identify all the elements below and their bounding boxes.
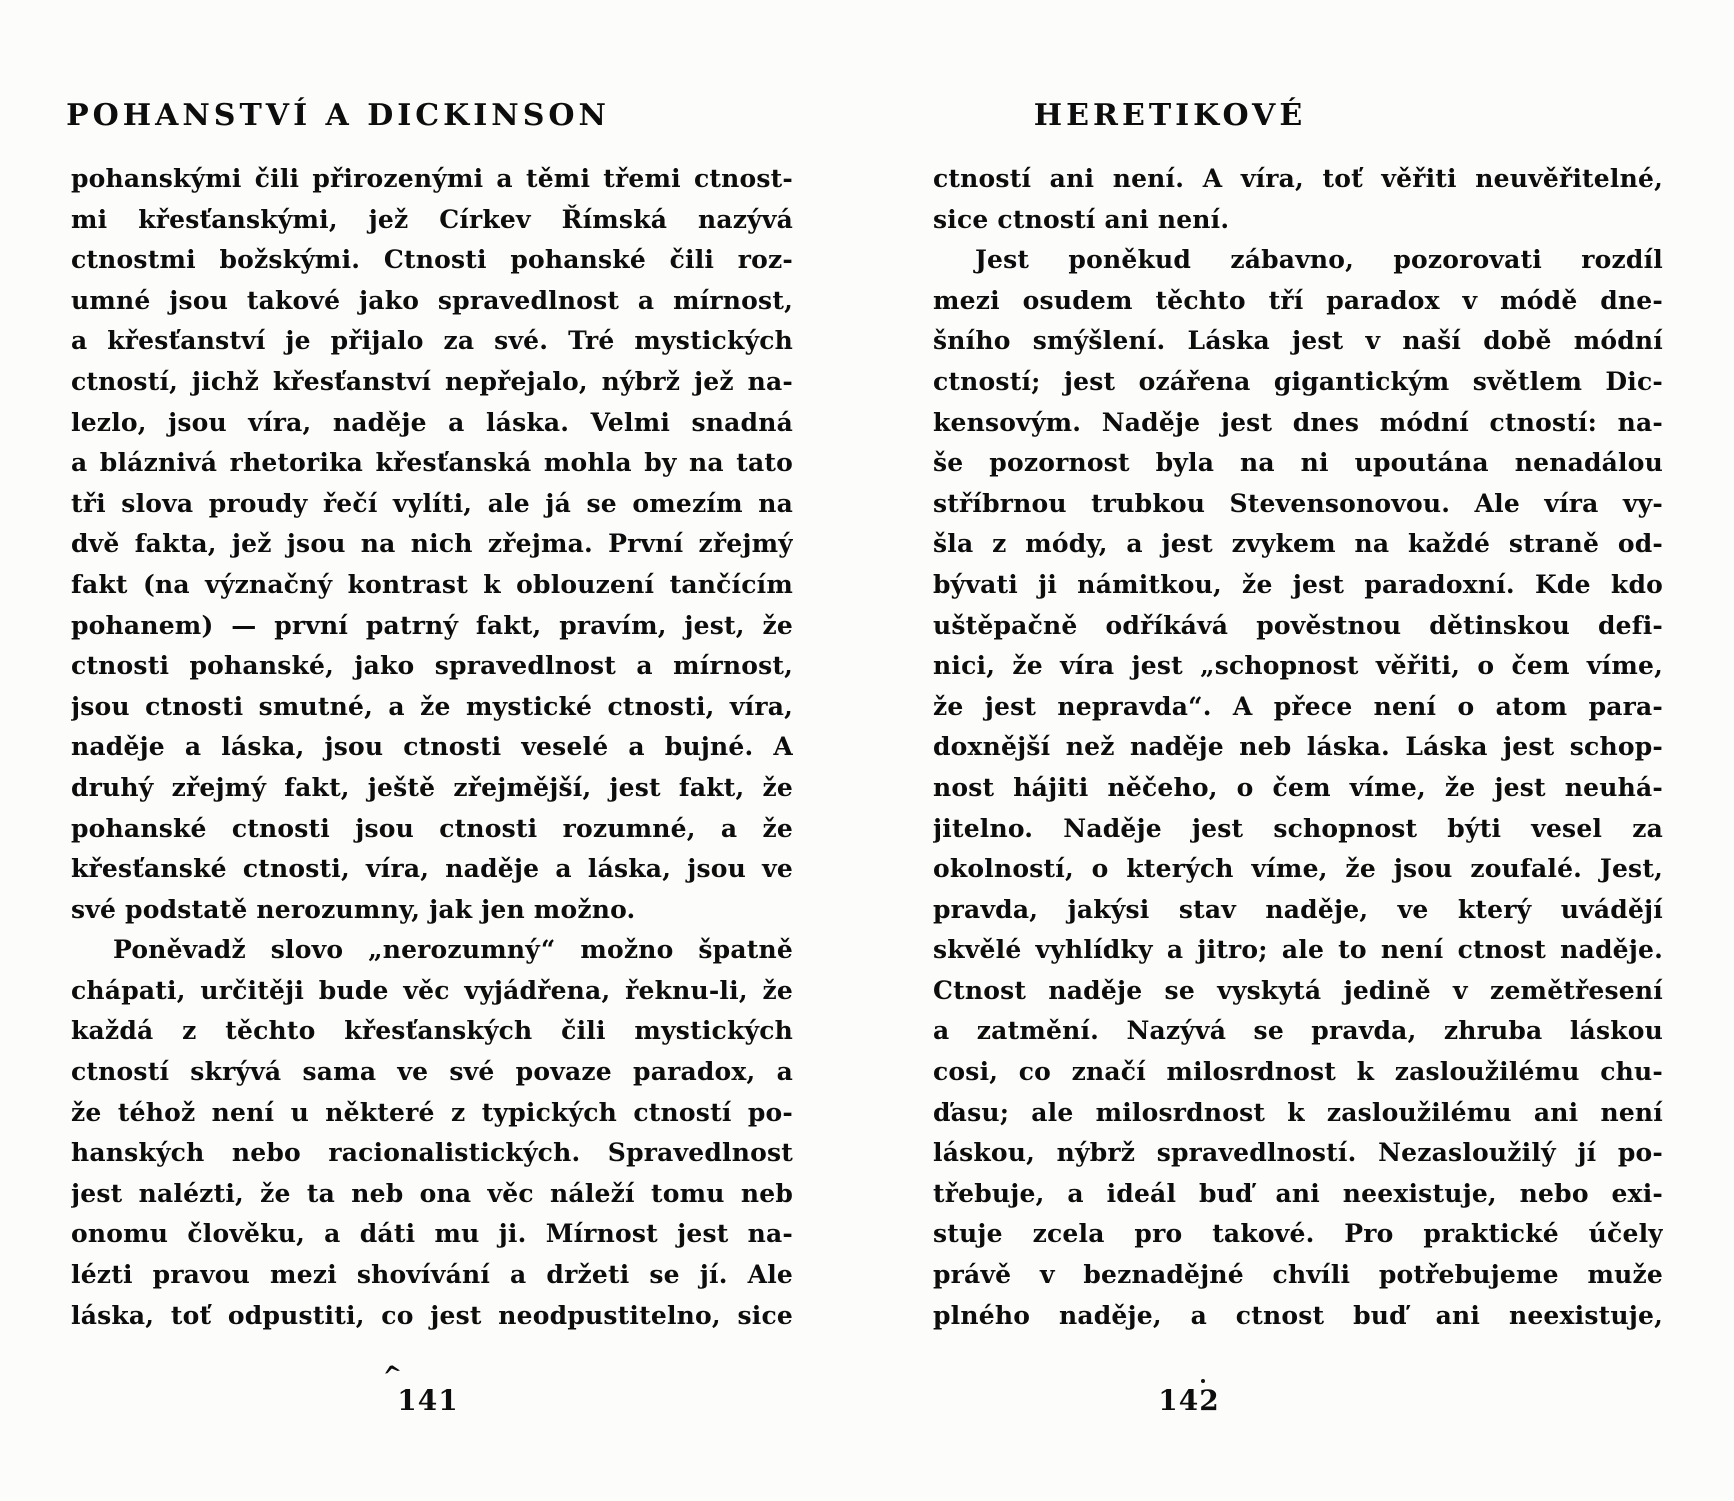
text-line: ctností, jichž křesťanství nepřejalo, nýbrž jež na- [71,366,793,396]
text-line: sice ctností ani není. [933,204,1230,234]
text-line: nost hájiti něčeho, o čem víme, že jest neuhá- [933,772,1663,802]
text-line: jsou ctnosti smutné, a že mystické ctnosti, víra, [71,691,793,721]
text-line: Poněvadž slovo „nerozumný“ možno špatně [113,935,793,965]
text-line: Ctnost naděje se vyskytá jedině v zemětřesení [933,975,1663,1005]
text-line: plného naděje, a ctnost buď ani neexistuje, [933,1300,1663,1330]
text-line: ďasu; ale milosrdnost k zasloužilému ani není [933,1097,1663,1127]
text-line: bývati ji námitkou, že jest paradoxní. Kde kdo [933,569,1663,599]
text-line: šla z módy, a jest zvykem na každé straně od- [933,529,1663,559]
text-line: naděje a láska, jsou ctnosti veselé a bujné. A [71,732,793,762]
text-line: mi křesťanskými, jež Církev Římská nazývá [71,204,793,234]
text-line: pravda, jakýsi stav naděje, ve který uvádějí [933,894,1663,924]
text-line: pohanskými čili přirozenými a těmi třemi ctnost- [71,164,793,193]
text-line: každá z těchto křesťanských čili mystických [71,1016,793,1046]
text-line: že téhož není u některé z typických ctností po- [71,1097,793,1127]
text-line: fakt (na význačný kontrast k oblouzení tančícím [71,569,793,599]
text-line: cosi, co značí milosrdnost k zasloužilému chu- [933,1057,1663,1087]
text-line: šního smýšlení. Láska jest v naší době módní [933,326,1663,356]
text-line: pohanské ctnosti jsou ctnosti rozumné, a že [71,813,793,843]
text-line: še pozornost byla na ni upoutána nenadálou [933,448,1663,478]
text-line: chápati, určitěji bude věc vyjádřena, řeknu-li, že [71,975,793,1005]
text-line: kensovým. Naděje jest dnes módní ctností: na- [933,407,1663,437]
text-line: skvělé vyhlídky a jitro; ale to není ctnost naděje. [933,935,1663,965]
text-line: druhý zřejmý fakt, ještě zřejmější, jest fakt, že [71,772,793,802]
text-line: mezi osudem těchto tří paradox v módě dne- [933,285,1663,315]
running-head-book: HERETIKOVÉ [1033,98,1307,133]
page-number: 141 [397,1384,459,1417]
text-line: právě v beznadějné chvíli potřebujeme muže [933,1260,1663,1290]
text-line: ctnosti pohanské, jako spravedlnost a mírnost, [71,651,793,681]
text-line: tři slova proudy řečí vylíti, ale já se omezím na [71,488,793,518]
text-line: a zatmění. Nazývá se pravda, zhruba láskou [933,1016,1663,1046]
text-line: stuje zcela pro takové. Pro praktické účely [933,1219,1663,1249]
text-line: a křesťanství je přijalo za své. Tré mystických [71,326,793,356]
text-line: jitelno. Naděje jest schopnost býti vesel za [933,813,1663,843]
ink-mark-artifact: ^ [380,1358,406,1391]
page-number: 142 [1158,1384,1220,1417]
text-line: třebuje, a ideál buď ani neexistuje, nebo exi- [933,1178,1663,1208]
text-line: Jest poněkud zábavno, pozorovati rozdíl [975,245,1663,275]
text-line: ctností ani není. A víra, toť věřiti neuvěřitelné, [933,164,1663,193]
text-line: jest nalézti, že ta neb ona věc náleží tomu neb [71,1178,793,1208]
text-line: nici, že víra jest „schopnost věřiti, o čem víme, [933,651,1663,681]
ink-dot-artifact [1201,1379,1205,1383]
text-line: lézti pravou mezi shovívání a držeti se jí. Ale [71,1260,793,1290]
text-line: dvě fakta, jež jsou na nich zřejma. První zřejmý [71,529,793,559]
text-line: uštěpačně odříkává pověstnou dětinskou defi- [933,610,1663,640]
text-line: okolností, o kterých víme, že jsou zoufalé. Jest, [933,854,1663,884]
running-head-chapter: POHANSTVÍ A DICKINSON [66,98,610,133]
text-line: své podstatě nerozumny, jak jen možno. [71,894,636,924]
text-line: pohanem) — první patrný fakt, pravím, jest, že [71,610,793,640]
text-line: umné jsou takové jako spravedlnost a mírnost, [71,285,793,315]
text-line: ctností; jest ozářena gigantickým světlem Dic- [933,366,1663,396]
text-line: hanských nebo racionalistických. Spravedlnost [71,1138,793,1168]
text-line: lezlo, jsou víra, naděje a láska. Velmi snadná [71,407,793,437]
text-line: křesťanské ctnosti, víra, naděje a láska, jsou ve [71,854,793,884]
text-line: stříbrnou trubkou Stevensonovou. Ale víra vy- [933,488,1663,518]
text-line: láskou, nýbrž spravedlností. Nezasloužilý jí po- [933,1138,1663,1168]
text-line: doxnější než naděje neb láska. Láska jest schop- [933,732,1663,762]
text-block-left [71,159,793,1336]
text-line: onomu člověku, a dáti mu ji. Mírnost jest na- [71,1219,793,1249]
text-line: a bláznivá rhetorika křesťanská mohla by na tato [71,448,793,478]
text-line: ctnostmi božskými. Ctnosti pohanské čili roz- [71,245,793,275]
text-line: že jest nepravda“. A přece není o atom para- [933,691,1663,721]
text-block-right [933,159,1663,1336]
text-line: láska, toť odpustiti, co jest neodpustitelno, sice [71,1300,793,1330]
text-line: ctností skrývá sama ve své povaze paradox, a [71,1057,793,1087]
